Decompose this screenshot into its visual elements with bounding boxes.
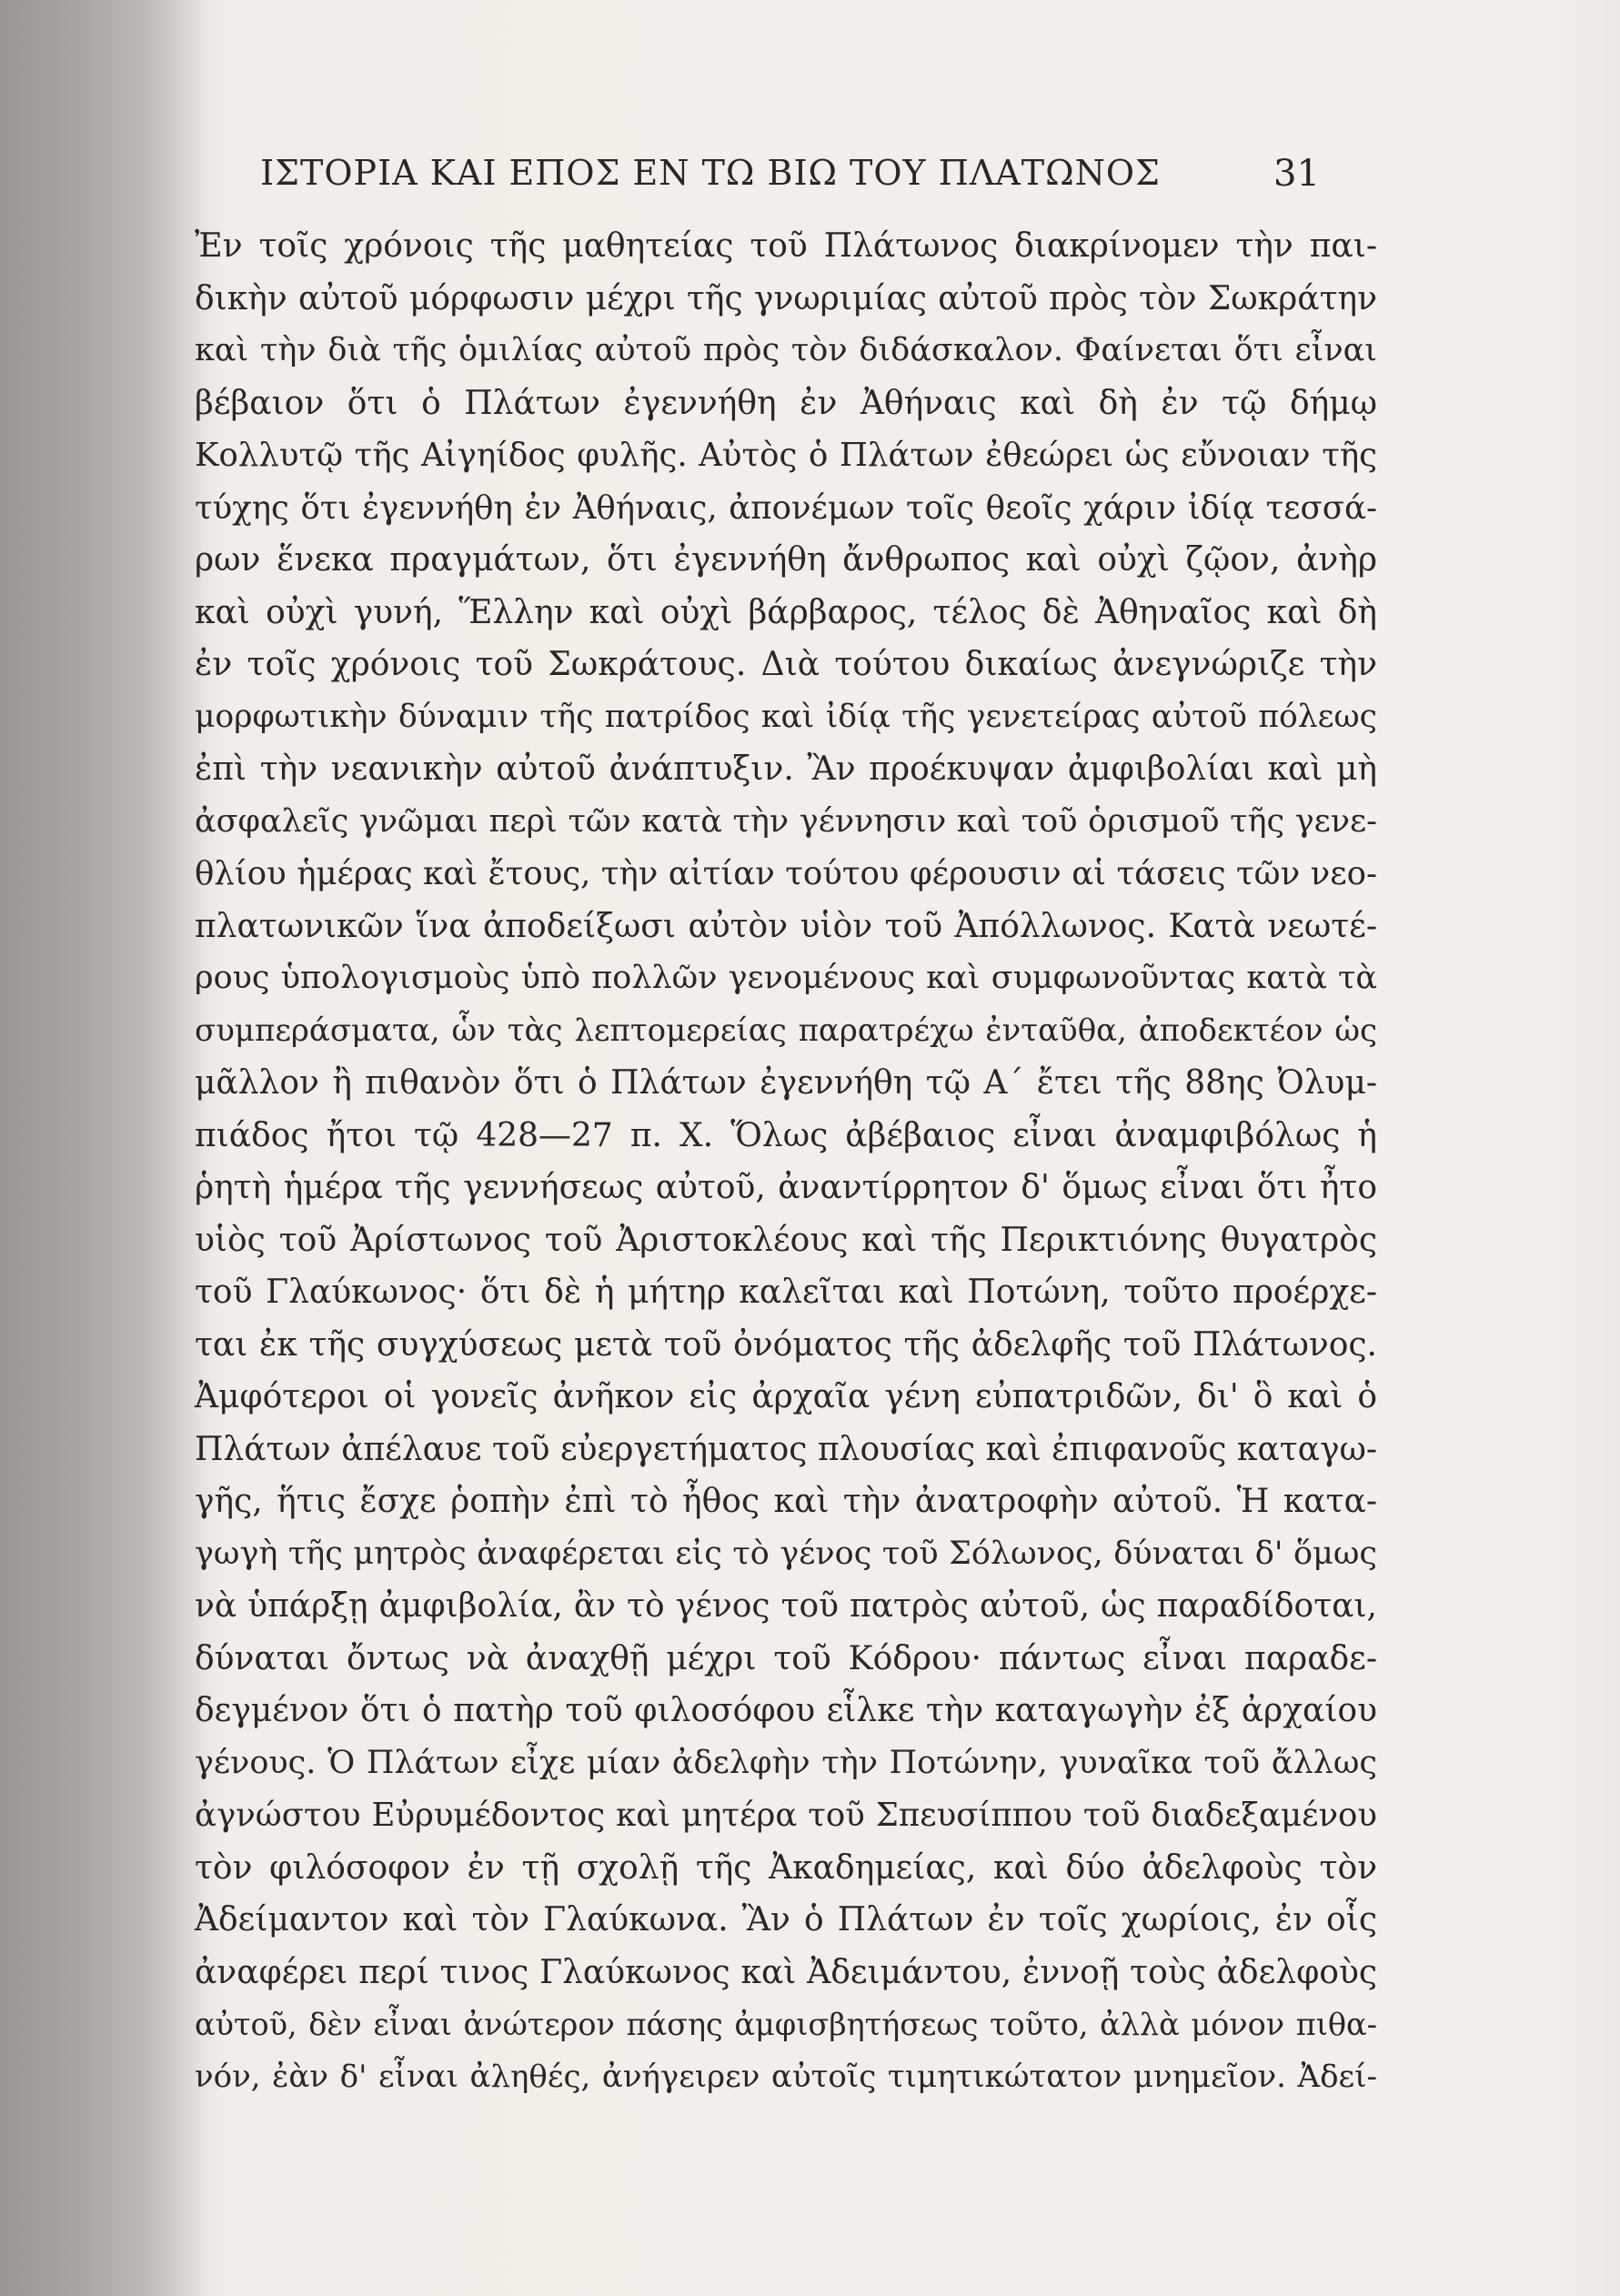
text-line: Ἀμφότεροι οἱ γονεῖς ἀνῆκον εἰς ἀρχαῖα γένη εὐπατριδῶν, δι' ὃ καὶ ὁ xyxy=(195,1378,1377,1415)
text-line: υἱὸς τοῦ Ἀρίστωνος τοῦ Ἀριστοκλέους καὶ τῆς Περικτιόνης θυγατρὸς xyxy=(195,1221,1377,1259)
text-line: Κολλυτῷ τῆς Αἰγηίδος φυλῆς. Αὐτὸς ὁ Πλάτων ἐθεώρει ὡς εὔνοιαν τῆς xyxy=(195,437,1377,474)
text-line: ρους ὑπολογισμοὺς ὑπὸ πολλῶν γενομένους καὶ συμφωνοῦντας κατὰ τὰ xyxy=(195,960,1377,996)
text-line: νόν, ἐὰν δ' εἶναι ἀληθές, ἀνήγειρεν αὐτοῖς τιμητικώτατον μνημεῖον. Ἀδεί- xyxy=(195,2058,1377,2095)
text-line: μορφωτικὴν δύναμιν τῆς πατρίδος καὶ ἰδίᾳ τῆς γενετείρας αὐτοῦ πόλεως xyxy=(195,698,1377,735)
text-line: πιάδος ἤτοι τῷ 428—27 π. Χ. Ὅλως ἀβέβαιος εἶναι ἀναμφιβόλως ἡ xyxy=(195,1116,1377,1154)
text-line: καὶ τὴν διὰ τῆς ὁμιλίας αὐτοῦ πρὸς τὸν διδάσκαλον. Φαίνεται ὅτι εἶναι xyxy=(195,332,1377,368)
text-line: ῥητὴ ἡμέρα τῆς γεννήσεως αὐτοῦ, ἀναντίρρητον δ' ὅμως εἶναι ὅτι ἦτο xyxy=(195,1169,1377,1206)
text-line: γῆς, ἥτις ἔσχε ῥοπὴν ἐπὶ τὸ ἦθος καὶ τὴν ἀνατροφὴν αὐτοῦ. Ἡ κατα- xyxy=(195,1483,1377,1520)
text-line: Πλάτων ἀπέλαυε τοῦ εὐεργετήματος πλουσίας καὶ ἐπιφανοῦς καταγω- xyxy=(195,1430,1377,1468)
text-line: ται ἐκ τῆς συγχύσεως μετὰ τοῦ ὀνόματος τῆς ἀδελφῆς τοῦ Πλάτωνος. xyxy=(195,1325,1377,1364)
text-line: ἀναφέρει περί τινος Γλαύκωνος καὶ Ἀδειμάντου, ἐννοῇ τοὺς ἀδελφοὺς xyxy=(195,1953,1377,1991)
text-line: γένους. Ὁ Πλάτων εἶχε μίαν ἀδελφὴν τὴν Ποτώνην, γυναῖκα τοῦ ἄλλως xyxy=(195,1744,1377,1781)
body-text xyxy=(195,220,1377,2103)
text-line: ἐν τοῖς χρόνοις τοῦ Σωκράτους. Διὰ τούτου δικαίως ἀνεγνώριζε τὴν xyxy=(195,646,1377,683)
text-line: τύχης ὅτι ἐγεννήθη ἐν Ἀθήναις, ἀπονέμων τοῖς θεοῖς χάριν ἰδίᾳ τεσσά- xyxy=(195,488,1377,527)
text-line: ρων ἕνεκα πραγμάτων, ὅτι ἐγεννήθη ἄνθρωπος καὶ οὐχὶ ζῷον, ἀνὴρ xyxy=(195,541,1377,579)
text-line: καὶ οὐχὶ γυνή, Ἕλλην καὶ οὐχὶ βάρβαρος, τέλος δὲ Ἀθηναῖος καὶ δὴ xyxy=(195,593,1377,631)
text-line: θλίου ἡμέρας καὶ ἔτους, τὴν αἰτίαν τούτου φέρουσιν αἱ τάσεις τῶν νεο- xyxy=(195,855,1377,892)
text-line: ἀγνώστου Εὐρυμέδοντος καὶ μητέρα τοῦ Σπευσίππου τοῦ διαδεξαμένου xyxy=(195,1797,1377,1834)
running-title: ΙΣΤΟΡΙΑ ΚΑΙ ΕΠΟΣ ΕΝ ΤΩ ΒΙΩ ΤΟΥ ΠΛΑΤΩΝΟΣ xyxy=(260,153,1161,193)
text-line: μᾶλλον ἢ πιθανὸν ὅτι ὁ Πλάτων ἐγεννήθη τῷ Α΄ ἔτει τῆς 88ης Ὀλυμ- xyxy=(195,1064,1377,1102)
text-line: τοῦ Γλαύκωνος· ὅτι δὲ ἡ μήτηρ καλεῖται καὶ Ποτώνη, τοῦτο προέρχε- xyxy=(195,1274,1377,1311)
text-line: ἀσφαλεῖς γνῶμαι περὶ τῶν κατὰ τὴν γέννησιν καὶ τοῦ ὁρισμοῦ τῆς γενε- xyxy=(195,802,1377,840)
text-line: δεγμένον ὅτι ὁ πατὴρ τοῦ φιλοσόφου εἷλκε τὴν καταγωγὴν ἐξ ἀρχαίου xyxy=(195,1692,1377,1729)
text-line: ἐπὶ τὴν νεανικὴν αὐτοῦ ἀνάπτυξιν. Ἂν προέκυψαν ἀμφιβολίαι καὶ μὴ xyxy=(195,750,1377,788)
page-number: 31 xyxy=(1273,153,1320,195)
text-line: τὸν φιλόσοφον ἐν τῇ σχολῇ τῆς Ἀκαδημείας, καὶ δύο ἀδελφοὺς τὸν xyxy=(195,1848,1377,1887)
text-line: νὰ ὑπάρξῃ ἀμφιβολία, ἂν τὸ γένος τοῦ πατρὸς αὐτοῦ, ὡς παραδίδοται, xyxy=(195,1587,1377,1625)
text-line: πλατωνικῶν ἵνα ἀποδείξωσι αὐτὸν υἱὸν τοῦ Ἀπόλλωνος. Κατὰ νεωτέ- xyxy=(195,907,1377,945)
text-line: γωγὴ τῆς μητρὸς ἀναφέρεται εἰς τὸ γένος τοῦ Σόλωνος, δύναται δ' ὅμως xyxy=(195,1535,1377,1572)
text-line: δύναται ὄντως νὰ ἀναχθῇ μέχρι τοῦ Κόδρου· πάντως εἶναι παραδε- xyxy=(195,1639,1377,1677)
text-line: αὐτοῦ, δὲν εἶναι ἀνώτερον πάσης ἀμφισβητήσεως τοῦτο, ἀλλὰ μόνον πιθα- xyxy=(195,2007,1377,2042)
text-line: Ἀδείμαντον καὶ τὸν Γλαύκωνα. Ἂν ὁ Πλάτων ἐν τοῖς χωρίοις, ἐν οἷς xyxy=(195,1901,1377,1939)
page-header xyxy=(0,153,1620,217)
text-line: δικὴν αὐτοῦ μόρφωσιν μέχρι τῆς γνωριμίας αὐτοῦ πρὸς τὸν Σωκράτην xyxy=(195,279,1377,317)
text-line: συμπεράσματα, ὧν τὰς λεπτομερείας παρατρέχω ἐνταῦθα, ἀποδεκτέον ὡς xyxy=(195,1012,1377,1049)
text-line: Ἐν τοῖς χρόνοις τῆς μαθητείας τοῦ Πλάτωνος διακρίνομεν τὴν παι- xyxy=(195,227,1377,265)
text-line: βέβαιον ὅτι ὁ Πλάτων ἐγεννήθη ἐν Ἀθήναις καὶ δὴ ἐν τῷ δήμῳ xyxy=(195,384,1377,422)
